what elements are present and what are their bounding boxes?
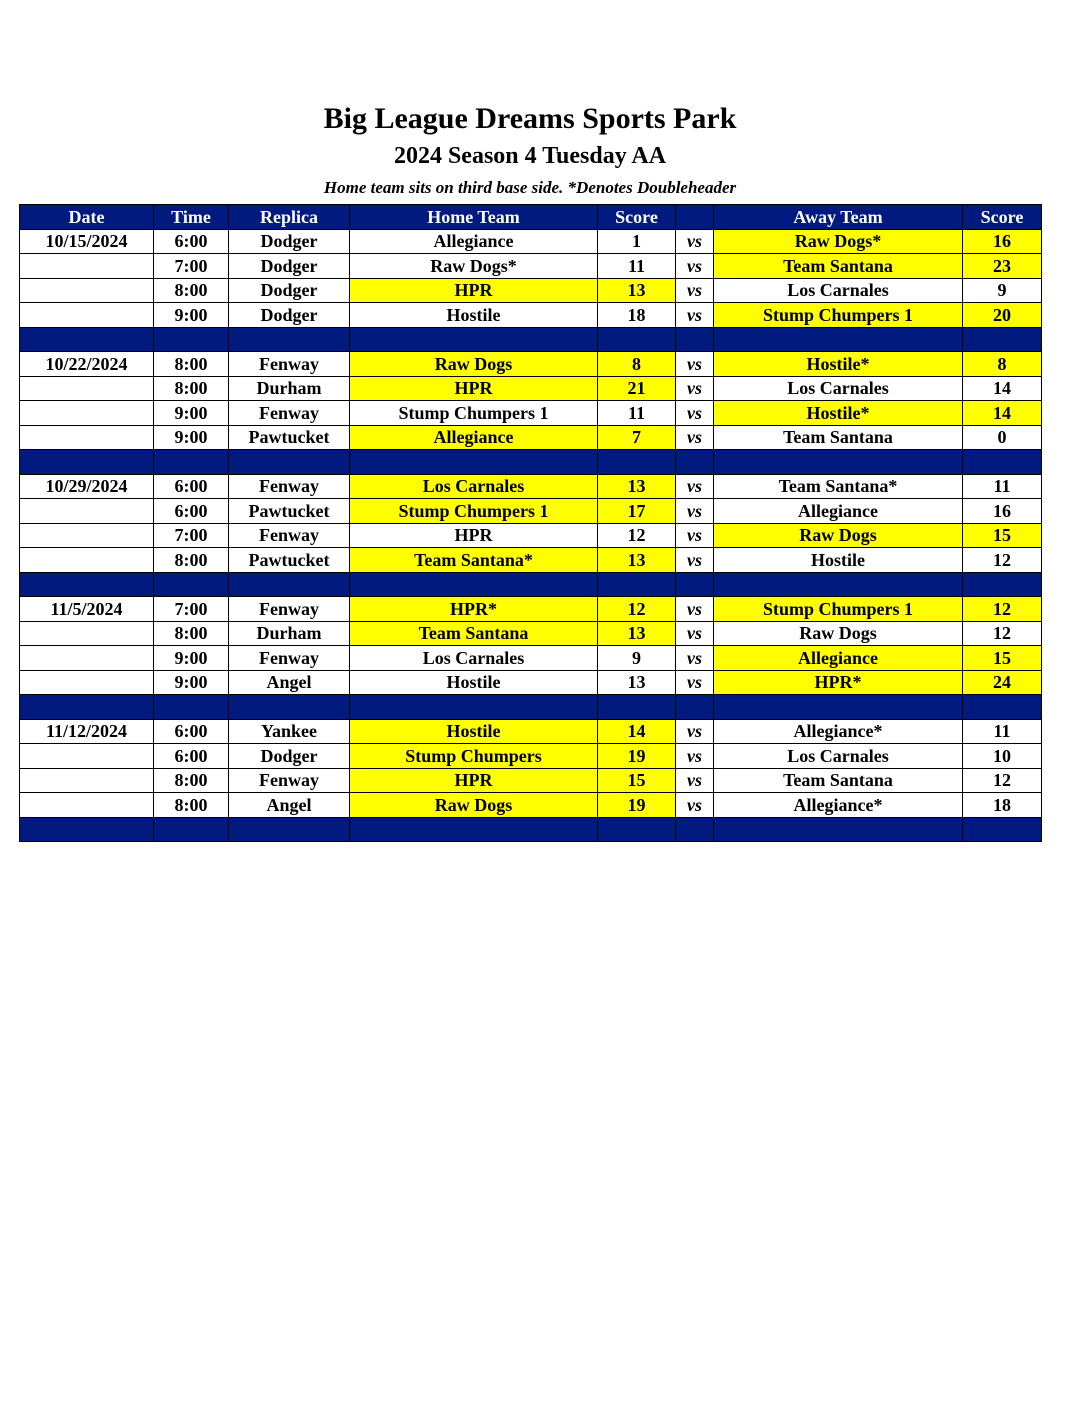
week-separator-row	[20, 450, 1042, 475]
home-score: 11	[598, 254, 676, 279]
vs-label: vs	[676, 229, 714, 254]
game-replica: Pawtucket	[229, 425, 350, 450]
away-team: Stump Chumpers 1	[714, 597, 963, 622]
schedule-note: Home team sits on third base side. *Denotes Doubleheader	[323, 178, 737, 197]
game-date: 11/12/2024	[20, 719, 154, 744]
game-row	[20, 597, 1042, 622]
home-team: Allegiance	[350, 425, 598, 450]
game-time: 9:00	[154, 303, 229, 328]
away-team: Hostile*	[714, 401, 963, 426]
vs-label: vs	[676, 670, 714, 695]
separator-cell	[598, 327, 676, 352]
game-date	[20, 425, 154, 450]
schedule-table	[19, 204, 1042, 842]
vs-label: vs	[676, 278, 714, 303]
vs-label: vs	[676, 499, 714, 524]
col-header-vs	[676, 205, 714, 230]
vs-label: vs	[676, 303, 714, 328]
col-header-away-score: Score	[963, 205, 1042, 230]
game-time: 7:00	[154, 523, 229, 548]
col-header-away-team: Away Team	[714, 205, 963, 230]
game-date	[20, 376, 154, 401]
away-score: 23	[963, 254, 1042, 279]
away-score: 18	[963, 793, 1042, 818]
separator-cell	[229, 327, 350, 352]
game-time: 9:00	[154, 401, 229, 426]
vs-label: vs	[676, 401, 714, 426]
game-time: 9:00	[154, 425, 229, 450]
game-time: 6:00	[154, 474, 229, 499]
home-score: 8	[598, 352, 676, 377]
away-score: 16	[963, 499, 1042, 524]
vs-label: vs	[676, 793, 714, 818]
game-date: 10/22/2024	[20, 352, 154, 377]
separator-cell	[229, 450, 350, 475]
away-team: HPR*	[714, 670, 963, 695]
away-score: 12	[963, 548, 1042, 573]
page-title: Big League Dreams Sports Park	[323, 102, 737, 135]
home-score: 13	[598, 278, 676, 303]
game-time: 8:00	[154, 793, 229, 818]
game-time: 8:00	[154, 278, 229, 303]
home-score: 19	[598, 793, 676, 818]
game-row	[20, 303, 1042, 328]
game-replica: Fenway	[229, 474, 350, 499]
game-date	[20, 670, 154, 695]
separator-cell	[20, 695, 154, 720]
game-replica: Angel	[229, 670, 350, 695]
home-score: 18	[598, 303, 676, 328]
game-replica: Yankee	[229, 719, 350, 744]
game-date: 11/5/2024	[20, 597, 154, 622]
game-date	[20, 621, 154, 646]
game-replica: Dodger	[229, 229, 350, 254]
separator-cell	[20, 327, 154, 352]
vs-label: vs	[676, 376, 714, 401]
game-row	[20, 793, 1042, 818]
game-replica: Fenway	[229, 597, 350, 622]
away-team: Allegiance	[714, 646, 963, 671]
game-row	[20, 229, 1042, 254]
separator-cell	[676, 572, 714, 597]
home-team: HPR	[350, 768, 598, 793]
page-subtitle: 2024 Season 4 Tuesday AA	[393, 143, 667, 169]
vs-label: vs	[676, 254, 714, 279]
away-score: 11	[963, 719, 1042, 744]
away-team: Team Santana	[714, 425, 963, 450]
away-team: Raw Dogs	[714, 523, 963, 548]
game-replica: Angel	[229, 793, 350, 818]
game-replica: Durham	[229, 621, 350, 646]
away-score: 16	[963, 229, 1042, 254]
separator-cell	[154, 327, 229, 352]
away-team: Raw Dogs*	[714, 229, 963, 254]
home-team: Allegiance	[350, 229, 598, 254]
col-header-replica: Replica	[229, 205, 350, 230]
away-score: 12	[963, 768, 1042, 793]
separator-cell	[154, 817, 229, 842]
game-time: 8:00	[154, 548, 229, 573]
separator-cell	[350, 327, 598, 352]
home-team: Hostile	[350, 719, 598, 744]
away-team: Allegiance*	[714, 719, 963, 744]
game-row	[20, 425, 1042, 450]
vs-label: vs	[676, 768, 714, 793]
away-team: Allegiance*	[714, 793, 963, 818]
away-team: Hostile*	[714, 352, 963, 377]
game-row	[20, 768, 1042, 793]
away-score: 0	[963, 425, 1042, 450]
away-team: Los Carnales	[714, 744, 963, 769]
game-replica: Dodger	[229, 744, 350, 769]
vs-label: vs	[676, 646, 714, 671]
separator-cell	[350, 695, 598, 720]
separator-cell	[714, 327, 963, 352]
separator-cell	[229, 817, 350, 842]
home-score: 13	[598, 670, 676, 695]
game-date	[20, 278, 154, 303]
schedule-body	[20, 229, 1042, 842]
vs-label: vs	[676, 352, 714, 377]
home-team: HPR	[350, 376, 598, 401]
home-team: Los Carnales	[350, 474, 598, 499]
home-score: 11	[598, 401, 676, 426]
game-row	[20, 621, 1042, 646]
separator-cell	[963, 327, 1042, 352]
away-score: 12	[963, 597, 1042, 622]
home-team: Hostile	[350, 670, 598, 695]
away-score: 8	[963, 352, 1042, 377]
game-row	[20, 401, 1042, 426]
separator-cell	[963, 572, 1042, 597]
game-time: 8:00	[154, 352, 229, 377]
week-separator-row	[20, 327, 1042, 352]
game-row	[20, 523, 1042, 548]
vs-label: vs	[676, 425, 714, 450]
away-team: Allegiance	[714, 499, 963, 524]
away-team: Los Carnales	[714, 376, 963, 401]
game-date: 10/29/2024	[20, 474, 154, 499]
away-team: Raw Dogs	[714, 621, 963, 646]
separator-cell	[20, 450, 154, 475]
home-team: Stump Chumpers 1	[350, 499, 598, 524]
separator-cell	[154, 572, 229, 597]
game-row	[20, 474, 1042, 499]
week-separator-row	[20, 572, 1042, 597]
home-score: 13	[598, 474, 676, 499]
home-team: Stump Chumpers	[350, 744, 598, 769]
away-team: Stump Chumpers 1	[714, 303, 963, 328]
game-date	[20, 303, 154, 328]
game-date	[20, 254, 154, 279]
separator-cell	[714, 450, 963, 475]
home-score: 19	[598, 744, 676, 769]
separator-cell	[598, 572, 676, 597]
game-row	[20, 744, 1042, 769]
game-date	[20, 548, 154, 573]
away-score: 14	[963, 401, 1042, 426]
home-team: Raw Dogs*	[350, 254, 598, 279]
vs-label: vs	[676, 621, 714, 646]
separator-cell	[963, 817, 1042, 842]
separator-cell	[20, 817, 154, 842]
separator-cell	[154, 450, 229, 475]
game-replica: Pawtucket	[229, 548, 350, 573]
home-team: Los Carnales	[350, 646, 598, 671]
home-score: 7	[598, 425, 676, 450]
col-header-time: Time	[154, 205, 229, 230]
home-score: 13	[598, 548, 676, 573]
game-replica: Fenway	[229, 646, 350, 671]
separator-cell	[229, 572, 350, 597]
separator-cell	[963, 695, 1042, 720]
separator-cell	[714, 695, 963, 720]
away-team: Team Santana	[714, 254, 963, 279]
away-team: Team Santana	[714, 768, 963, 793]
home-team: Stump Chumpers 1	[350, 401, 598, 426]
game-time: 6:00	[154, 499, 229, 524]
home-team: HPR*	[350, 597, 598, 622]
away-team: Hostile	[714, 548, 963, 573]
home-team: HPR	[350, 523, 598, 548]
game-replica: Dodger	[229, 278, 350, 303]
separator-cell	[714, 817, 963, 842]
game-row	[20, 719, 1042, 744]
home-score: 12	[598, 597, 676, 622]
separator-cell	[229, 695, 350, 720]
vs-label: vs	[676, 597, 714, 622]
away-team: Team Santana*	[714, 474, 963, 499]
vs-label: vs	[676, 548, 714, 573]
game-date	[20, 523, 154, 548]
game-replica: Dodger	[229, 303, 350, 328]
separator-cell	[714, 572, 963, 597]
week-separator-row	[20, 695, 1042, 720]
game-replica: Pawtucket	[229, 499, 350, 524]
away-score: 20	[963, 303, 1042, 328]
game-replica: Fenway	[229, 523, 350, 548]
game-date	[20, 768, 154, 793]
separator-cell	[598, 695, 676, 720]
home-team: HPR	[350, 278, 598, 303]
home-score: 1	[598, 229, 676, 254]
separator-cell	[676, 450, 714, 475]
game-date	[20, 499, 154, 524]
away-score: 14	[963, 376, 1042, 401]
separator-cell	[676, 695, 714, 720]
home-team: Raw Dogs	[350, 793, 598, 818]
away-score: 12	[963, 621, 1042, 646]
game-row	[20, 548, 1042, 573]
game-replica: Fenway	[229, 768, 350, 793]
game-time: 7:00	[154, 254, 229, 279]
game-time: 6:00	[154, 229, 229, 254]
week-separator-row	[20, 817, 1042, 842]
away-score: 15	[963, 646, 1042, 671]
game-replica: Fenway	[229, 352, 350, 377]
vs-label: vs	[676, 744, 714, 769]
col-header-home-score: Score	[598, 205, 676, 230]
game-time: 6:00	[154, 719, 229, 744]
game-time: 8:00	[154, 621, 229, 646]
game-row	[20, 352, 1042, 377]
home-score: 13	[598, 621, 676, 646]
game-date: 10/15/2024	[20, 229, 154, 254]
separator-cell	[350, 450, 598, 475]
col-header-date: Date	[20, 205, 154, 230]
game-date	[20, 401, 154, 426]
home-score: 15	[598, 768, 676, 793]
separator-cell	[963, 450, 1042, 475]
game-row	[20, 670, 1042, 695]
home-score: 17	[598, 499, 676, 524]
game-time: 8:00	[154, 768, 229, 793]
away-score: 24	[963, 670, 1042, 695]
home-team: Hostile	[350, 303, 598, 328]
col-header-home-team: Home Team	[350, 205, 598, 230]
separator-cell	[20, 572, 154, 597]
home-team: Raw Dogs	[350, 352, 598, 377]
game-time: 7:00	[154, 597, 229, 622]
game-date	[20, 744, 154, 769]
vs-label: vs	[676, 523, 714, 548]
separator-cell	[154, 695, 229, 720]
home-score: 14	[598, 719, 676, 744]
game-replica: Dodger	[229, 254, 350, 279]
game-replica: Fenway	[229, 401, 350, 426]
game-time: 9:00	[154, 646, 229, 671]
header-row	[20, 205, 1042, 230]
home-team: Team Santana	[350, 621, 598, 646]
vs-label: vs	[676, 474, 714, 499]
away-score: 15	[963, 523, 1042, 548]
game-row	[20, 278, 1042, 303]
home-score: 9	[598, 646, 676, 671]
game-time: 8:00	[154, 376, 229, 401]
game-row	[20, 254, 1042, 279]
separator-cell	[676, 327, 714, 352]
separator-cell	[598, 817, 676, 842]
home-team: Team Santana*	[350, 548, 598, 573]
away-score: 11	[963, 474, 1042, 499]
separator-cell	[598, 450, 676, 475]
home-score: 21	[598, 376, 676, 401]
game-row	[20, 646, 1042, 671]
game-time: 9:00	[154, 670, 229, 695]
separator-cell	[350, 817, 598, 842]
vs-label: vs	[676, 719, 714, 744]
game-row	[20, 499, 1042, 524]
away-team: Los Carnales	[714, 278, 963, 303]
away-score: 10	[963, 744, 1042, 769]
game-date	[20, 646, 154, 671]
separator-cell	[350, 572, 598, 597]
game-row	[20, 376, 1042, 401]
game-replica: Durham	[229, 376, 350, 401]
game-date	[20, 793, 154, 818]
game-time: 6:00	[154, 744, 229, 769]
home-score: 12	[598, 523, 676, 548]
separator-cell	[676, 817, 714, 842]
away-score: 9	[963, 278, 1042, 303]
